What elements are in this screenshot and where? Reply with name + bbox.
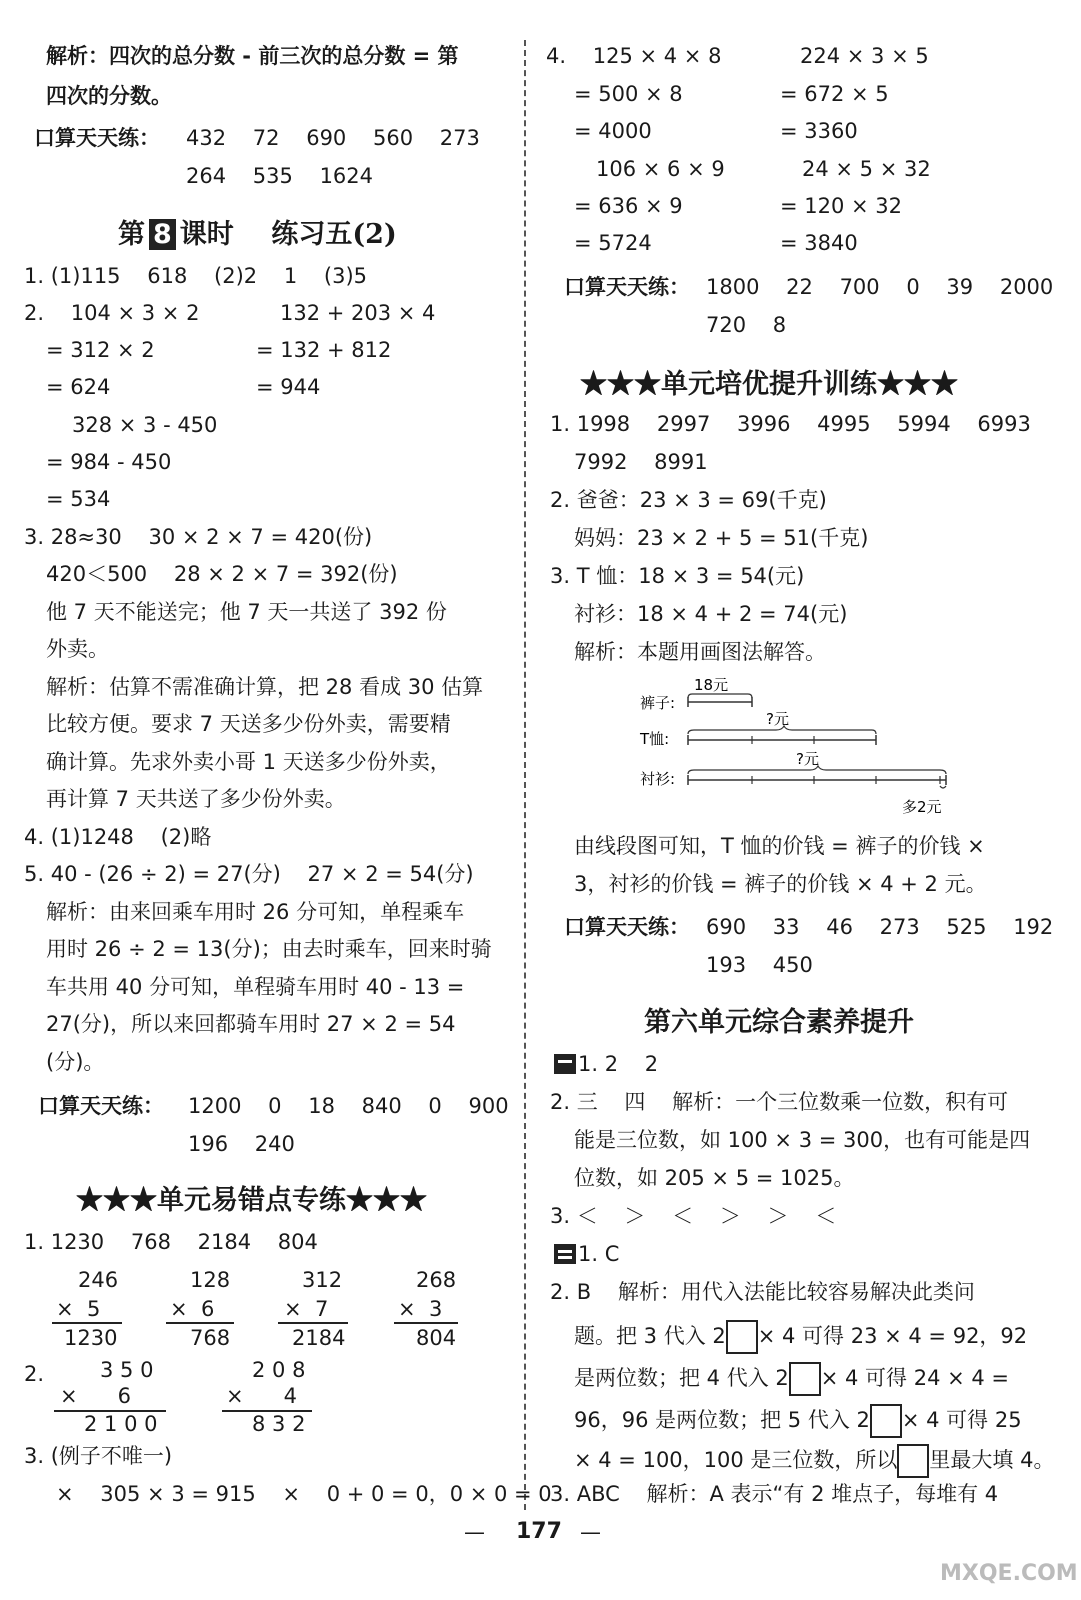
column-divider (524, 40, 526, 1510)
footer-dash: — (464, 1520, 485, 1544)
brace-pants (688, 694, 752, 698)
answer-line: × 305 × 3 = 915 × 0 + 0 = 0，0 × 0 = 0 (56, 1482, 552, 1506)
kousuan-values: 690 33 46 273 525 192 (706, 915, 1054, 939)
brace-extra (940, 786, 946, 788)
vertical-calc-op: × 5 (56, 1297, 101, 1321)
kousuan-values: 193 450 (706, 953, 813, 977)
answer-line: = 672 × 5 (780, 82, 889, 106)
blank-box (789, 1362, 821, 1396)
kousuan-values: 1200 0 18 840 0 900 (188, 1094, 509, 1118)
unit-heading: 第六单元综合素养提升 (644, 1007, 914, 1038)
diagram-label-pants: 裤子: (640, 694, 676, 712)
answer-line: 132 + 203 × 4 (280, 301, 436, 325)
vertical-calc-result: 8 3 2 (252, 1412, 306, 1436)
answer-line: = 944 (256, 375, 321, 399)
answer-line: 2. 三 四 解析：一个三位数乘一位数，积有可 (550, 1090, 1009, 1114)
answer-line: = 984 - 450 (46, 450, 172, 474)
answer-line: 1. 1230 768 2184 804 (24, 1230, 318, 1254)
analysis-text: 由线段图可知，T 恤的价钱 = 裤子的价钱 × (574, 834, 985, 858)
analysis-text: 解析：由来回乘车用时 26 分可知，单程乘车 (46, 900, 465, 924)
analysis-text: 四次的分数。 (46, 84, 172, 108)
footer-dash: — (580, 1520, 601, 1544)
vertical-calc-op: × 6 (60, 1384, 132, 1408)
analysis-text: 比较方便。要求 7 天送多少份外卖，需要精 (46, 712, 451, 736)
blank-box (870, 1404, 902, 1438)
answer-line: = 4000 (574, 119, 652, 143)
answer-line: 328 × 3 - 450 (72, 413, 218, 437)
section-two-marker (554, 1244, 576, 1264)
answer-line: 3. 28≈30 30 × 2 × 7 = 420(份) (24, 525, 373, 549)
vertical-calc-top: 268 (416, 1268, 457, 1292)
vertical-calc-top: 246 (78, 1268, 119, 1292)
answer-line: 1. 1998 2997 3996 4995 5994 6993 (550, 412, 1031, 436)
blank-box (897, 1444, 929, 1478)
answer-line: 4. (1)1248 (2)略 (24, 825, 212, 849)
analysis-text: 位数，如 205 × 5 = 1025。 (574, 1166, 855, 1190)
answer-line: 2. B 解析：用代入法能比较容易解决此类问 (550, 1280, 975, 1304)
answer-line: = 500 × 8 (574, 82, 683, 106)
answer-line: 224 × 3 × 5 (800, 44, 929, 68)
analysis-text: 车共用 40 分可知，单程骑车用时 40 - 13 = (46, 975, 465, 999)
answer-line: 7992 8991 (574, 450, 708, 474)
analysis-text: × 4 = 100，100 是三位数，所以 里最大填 4。 (574, 1444, 1054, 1478)
diagram-label-18: 18元 (694, 676, 729, 694)
answer-line: = 534 (46, 487, 111, 511)
analysis-text: 3，衬衫的价钱 = 裤子的价钱 × 4 + 2 元。 (574, 872, 987, 896)
answer-line: 3. T 恤：18 × 3 = 54(元) (550, 564, 805, 588)
answer-line: 1. C (578, 1242, 620, 1266)
analysis-text: 96，96 是两位数；把 5 代入 2 × 4 可得 25 (574, 1404, 1022, 1438)
answer-line: 4. 125 × 4 × 8 (546, 44, 722, 68)
vertical-calc-result: 804 (416, 1326, 457, 1350)
answer-line: = 132 + 812 (256, 338, 392, 362)
lesson-number-badge: 8 (149, 219, 176, 250)
kousuan-label: 口算天天练： (38, 1094, 164, 1118)
analysis-text: 是两位数；把 4 代入 2 × 4 可得 24 × 4 = (574, 1362, 1009, 1396)
vertical-calc-op: × 7 (284, 1297, 329, 1321)
line-segment-diagram (636, 672, 976, 822)
kousuan-values: 1800 22 700 0 39 2000 (706, 275, 1054, 299)
answer-line: 3. ABC 解析：A 表示“有 2 堆点子，每堆有 4 (550, 1482, 999, 1506)
kousuan-values: 264 535 1624 (186, 164, 374, 188)
analysis-text: 解析：估算不需准确计算，把 28 看成 30 估算 (46, 675, 484, 699)
answer-line: 3. ＜ ＞ ＜ ＞ ＞ ＜ (550, 1204, 837, 1228)
kousuan-values: 432 72 690 560 273 (186, 126, 480, 150)
kousuan-label: 口算天天练： (34, 126, 160, 150)
watermark: MXQE.COM (940, 1561, 1078, 1586)
answer-line: = 3840 (780, 231, 858, 255)
analysis-text: 再计算 7 天共送了多少份外卖。 (46, 787, 346, 811)
answer-line: 1. 2 2 (578, 1052, 659, 1076)
vertical-calc-result: 2184 (292, 1326, 346, 1350)
answer-line: 衬衫：18 × 4 + 2 = 74(元) (574, 602, 848, 626)
kousuan-label: 口算天天练： (564, 275, 690, 299)
diagram-label-extra: 多2元 (902, 798, 942, 816)
diagram-label-q1: ?元 (766, 710, 789, 728)
answer-line: 1. (1)115 618 (2)2 1 (3)5 (24, 264, 368, 288)
analysis-text: 用时 26 ÷ 2 = 13(分)；由去时乘车，回来时骑 (46, 937, 492, 961)
vertical-calc-top: 128 (190, 1268, 231, 1292)
answer-line: 他 7 天不能送完；他 7 天一共送了 392 份 (46, 600, 447, 624)
diagram-label-tshirt: T恤: (640, 730, 670, 748)
vertical-calc-op: × 6 (170, 1297, 215, 1321)
answer-line: 24 × 5 × 32 (802, 157, 931, 181)
answer-line: 外卖。 (46, 637, 109, 661)
answer-line: = 120 × 32 (780, 194, 903, 218)
answer-line: 5. 40 - (26 ÷ 2) = 27(分) 27 × 2 = 54(分) (24, 862, 474, 886)
section-one-marker (554, 1054, 576, 1074)
kousuan-label: 口算天天练： (564, 915, 690, 939)
answer-line: = 624 (46, 375, 111, 399)
answer-line: 妈妈：23 × 2 + 5 = 51(千克) (574, 526, 869, 550)
section-heading: ★★★单元培优提升训练★★★ (580, 369, 958, 400)
analysis-text: 解析：四次的总分数 - 前三次的总分数 = 第 (46, 44, 459, 68)
vertical-calc-top: 312 (302, 1268, 343, 1292)
vertical-calc-top: 2 0 8 (252, 1358, 306, 1382)
answer-line: 2. (24, 1362, 45, 1386)
diagram-label-q2: ?元 (796, 750, 819, 768)
answer-line: 2. 104 × 3 × 2 (24, 301, 200, 325)
blank-box (726, 1320, 758, 1354)
page-number: 177 (516, 1519, 562, 1544)
analysis-text: 能是三位数，如 100 × 3 = 300，也有可能是四 (574, 1128, 1031, 1152)
vertical-calc-op: × 4 (226, 1384, 298, 1408)
vertical-calc-result: 1230 (64, 1326, 118, 1350)
answer-line: 3. (例子不唯一) (24, 1444, 173, 1468)
analysis-text: 27(分)，所以来回都骑车用时 27 × 2 = 54 (46, 1012, 456, 1036)
answer-line: 2. 爸爸：23 × 3 = 69(千克) (550, 488, 827, 512)
kousuan-values: 720 8 (706, 313, 787, 337)
answer-line: = 3360 (780, 119, 858, 143)
vertical-calc-result: 768 (190, 1326, 231, 1350)
analysis-text: (分)。 (46, 1050, 105, 1074)
diagram-label-shirt: 衬衫: (640, 770, 676, 788)
section-heading: ★★★单元易错点专练★★★ (76, 1185, 427, 1216)
vertical-calc-result: 2 1 0 0 (84, 1412, 158, 1436)
answer-line: 420＜500 28 × 2 × 7 = 392(份) (46, 562, 398, 586)
analysis-text: 解析：本题用画图法解答。 (574, 640, 826, 664)
brace-shirt (688, 766, 946, 774)
analysis-text: 题。把 3 代入 2 × 4 可得 23 × 4 = 92，92 (574, 1320, 1027, 1354)
answer-line: = 312 × 2 (46, 338, 155, 362)
lesson-heading: 第 8 课时 练习五(2) (118, 219, 397, 250)
kousuan-values: 196 240 (188, 1132, 295, 1156)
answer-line: = 636 × 9 (574, 194, 683, 218)
answer-line: 106 × 6 × 9 (596, 157, 725, 181)
vertical-calc-op: × 3 (398, 1297, 443, 1321)
vertical-calc-top: 3 5 0 (100, 1358, 154, 1382)
analysis-text: 确计算。先求外卖小哥 1 天送多少份外卖， (46, 750, 451, 774)
answer-line: = 5724 (574, 231, 652, 255)
